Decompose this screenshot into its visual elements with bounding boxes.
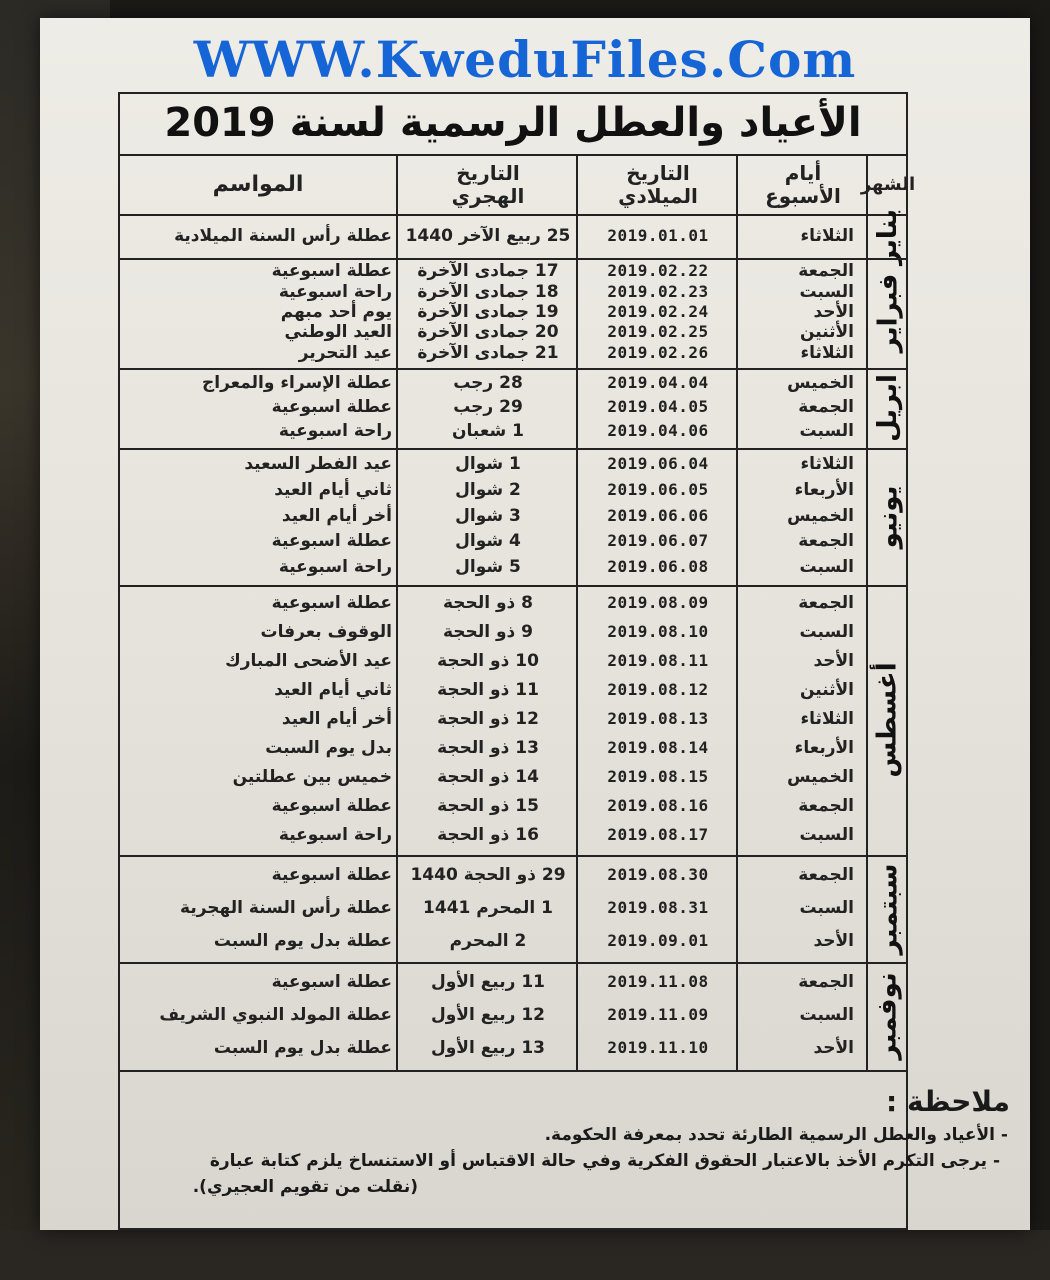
document-title: الأعياد والعطل الرسمية لسنة 2019 bbox=[118, 92, 908, 156]
weekday-cell: الأربعاء bbox=[794, 738, 854, 759]
gregorian-date-cell: 2019.06.06 bbox=[607, 505, 709, 525]
gregorian-date-cell: 2019.08.12 bbox=[607, 679, 709, 699]
weekday-cell: الجمعة bbox=[798, 971, 854, 992]
occasion-cell: عطلة بدل يوم السبت bbox=[213, 1038, 392, 1059]
weekday-cell: السبت bbox=[799, 421, 854, 441]
weekday-cell: الجمعة bbox=[798, 531, 854, 552]
month-label: سبتمبر bbox=[873, 862, 904, 955]
occasion-cell: بدل يوم السبت bbox=[265, 738, 392, 759]
occasion-cell: ثاني أيام العيد bbox=[274, 679, 392, 700]
hijri-date-cell: 20 جمادى الآخرة bbox=[417, 322, 559, 343]
weekday-cell: الجمعة bbox=[798, 864, 854, 885]
weekday-cell: الجمعة bbox=[798, 397, 854, 417]
occasion-cell: عطلة رأس السنة الميلادية bbox=[174, 226, 392, 246]
month-label: فبراير bbox=[873, 273, 904, 353]
gregorian-date-cell: 2019.08.17 bbox=[607, 825, 709, 845]
gregorian-date-cell: 2019.08.09 bbox=[607, 592, 709, 612]
occasion-cell: أخر أيام العيد bbox=[281, 505, 392, 526]
month-label: نوفمبر bbox=[873, 972, 903, 1060]
occasion-cell: راحة اسبوعية bbox=[278, 281, 392, 302]
hijri-date-cell: 8 ذو الحجة bbox=[443, 592, 533, 613]
weekday-cell: الخميس bbox=[787, 767, 854, 788]
occasion-cell: يوم أحد مبهم bbox=[280, 302, 392, 322]
gregorian-date-cell: 2019.08.15 bbox=[607, 767, 709, 787]
note-line: (نقلت من تقويم العجيري). bbox=[192, 1177, 418, 1197]
gregorian-date-cell: 2019.08.14 bbox=[607, 738, 709, 758]
hijri-date-cell: 21 جمادى الآخرة bbox=[417, 342, 559, 363]
gregorian-date-cell: 2019.02.23 bbox=[607, 281, 709, 301]
weekday-cell: الأربعاء bbox=[794, 479, 854, 500]
occasion-cell: العيد الوطني bbox=[284, 322, 392, 343]
hijri-date-cell: 16 ذو الحجة bbox=[437, 825, 539, 846]
gregorian-date-cell: 2019.02.22 bbox=[607, 261, 709, 281]
occasion-cell: عطلة رأس السنة الهجرية bbox=[180, 897, 392, 918]
gregorian-date-cell: 2019.11.09 bbox=[607, 1005, 709, 1024]
month-separator bbox=[118, 1070, 908, 1072]
notes-title: ملاحظة : bbox=[886, 1085, 1010, 1118]
gregorian-date-cell: 2019.11.08 bbox=[607, 971, 709, 991]
header-occasion: المواسم bbox=[212, 172, 304, 198]
weekday-cell: الثلاثاء bbox=[800, 226, 854, 246]
weekday-cell: السبت bbox=[799, 621, 854, 642]
note-line: - يرجى التكرم الأخذ بالاعتبار الحقوق الفكرية وفي حالة الاقتباس أو الاستنساخ يلزم كتابة عبارة bbox=[209, 1151, 1000, 1171]
occasion-cell: عطلة اسبوعية bbox=[271, 971, 392, 992]
weekday-cell: السبت bbox=[799, 281, 854, 302]
occasion-cell: عيد الأضحى المبارك bbox=[225, 650, 392, 671]
occasion-cell: راحة اسبوعية bbox=[278, 421, 392, 441]
hijri-date-cell: 13 ربيع الأول bbox=[430, 1038, 546, 1059]
occasion-cell: راحة اسبوعية bbox=[278, 557, 392, 578]
header-weekday: أيام الأسبوع bbox=[765, 161, 841, 208]
weekday-cell: الجمعة bbox=[798, 261, 854, 282]
hijri-date-cell: 4 شوال bbox=[455, 531, 521, 552]
hijri-date-cell: 25 ربيع الآخر 1440 bbox=[405, 226, 571, 246]
header-gregorian: التاريخ الميلادي bbox=[618, 161, 698, 208]
watermark-text: WWW.KweduFiles.Com bbox=[193, 30, 857, 89]
weekday-cell: الثلاثاء bbox=[800, 453, 854, 474]
gregorian-date-cell: 2019.04.05 bbox=[607, 397, 709, 416]
month-separator bbox=[118, 258, 908, 260]
occasion-cell: عيد الفطر السعيد bbox=[244, 453, 392, 474]
gregorian-date-cell: 2019.01.01 bbox=[607, 226, 709, 245]
hijri-date-cell: 3 شوال bbox=[455, 505, 521, 526]
weekday-cell: السبت bbox=[799, 825, 854, 846]
hijri-date-cell: 17 جمادى الآخرة bbox=[417, 261, 559, 282]
gregorian-date-cell: 2019.06.07 bbox=[607, 531, 709, 551]
occasion-cell: عطلة اسبوعية bbox=[271, 796, 392, 817]
hijri-date-cell: 28 رجب bbox=[453, 373, 523, 393]
occasion-cell: عطلة اسبوعية bbox=[271, 397, 392, 417]
occasion-cell: الوقوف بعرفات bbox=[260, 621, 392, 642]
header-month: الشهر bbox=[860, 173, 916, 195]
gregorian-date-cell: 2019.09.01 bbox=[607, 930, 709, 950]
weekday-cell: الخميس bbox=[787, 505, 854, 526]
weekday-cell: الجمعة bbox=[798, 592, 854, 613]
weekday-cell: الأحد bbox=[813, 650, 854, 671]
month-label: يناير bbox=[873, 208, 904, 266]
occasion-cell: عطلة الإسراء والمعراج bbox=[202, 373, 392, 393]
hijri-date-cell: 9 ذو الحجة bbox=[443, 621, 533, 642]
table-header-row bbox=[118, 156, 916, 216]
hijri-date-cell: 18 جمادى الآخرة bbox=[417, 281, 559, 302]
gregorian-date-cell: 2019.08.30 bbox=[607, 864, 709, 884]
gregorian-date-cell: 2019.06.05 bbox=[607, 479, 709, 499]
note-line: - الأعياد والعطل الرسمية الطارئة تحدد بمعرفة الحكومة. bbox=[544, 1125, 1008, 1145]
hijri-date-cell: 12 ربيع الأول bbox=[430, 1005, 546, 1025]
hijri-date-cell: 1 شوال bbox=[455, 453, 521, 474]
occasion-cell: خميس بين عطلتين bbox=[232, 767, 392, 788]
weekday-cell: الخميس bbox=[787, 373, 854, 393]
gregorian-date-cell: 2019.08.13 bbox=[607, 709, 709, 728]
month-label: أغسطس bbox=[873, 662, 903, 778]
gregorian-date-cell: 2019.08.10 bbox=[607, 621, 709, 641]
month-separator bbox=[118, 962, 908, 964]
hijri-date-cell: 29 ذو الحجة 1440 bbox=[410, 864, 566, 885]
gregorian-date-cell: 2019.04.04 bbox=[607, 373, 709, 392]
weekday-cell: الثلاثاء bbox=[800, 709, 854, 729]
hijri-date-cell: 2 المحرم bbox=[449, 930, 527, 951]
month-separator bbox=[118, 368, 908, 370]
occasion-cell: عطلة اسبوعية bbox=[271, 864, 392, 885]
weekday-cell: الأثنين bbox=[799, 679, 854, 700]
gregorian-date-cell: 2019.06.08 bbox=[607, 557, 709, 577]
occasion-cell: عطلة المولد النبوي الشريف bbox=[159, 1005, 392, 1025]
hijri-date-cell: 1 المحرم 1441 bbox=[423, 897, 553, 918]
hijri-date-cell: 10 ذو الحجة bbox=[437, 650, 539, 671]
hijri-date-cell: 2 شوال bbox=[455, 479, 521, 500]
occasion-cell: أخر أيام العيد bbox=[281, 709, 392, 729]
hijri-date-cell: 11 ربيع الأول bbox=[430, 971, 546, 992]
hijri-date-cell: 13 ذو الحجة bbox=[437, 738, 539, 759]
weekday-cell: الأحد bbox=[813, 1038, 854, 1059]
gregorian-date-cell: 2019.02.26 bbox=[607, 342, 709, 362]
gregorian-date-cell: 2019.02.24 bbox=[607, 302, 709, 321]
occasion-cell: ثاني أيام العيد bbox=[274, 479, 392, 500]
hijri-date-cell: 14 ذو الحجة bbox=[437, 767, 539, 788]
gregorian-date-cell: 2019.02.25 bbox=[607, 322, 709, 342]
gregorian-date-cell: 2019.11.10 bbox=[607, 1038, 709, 1058]
month-separator bbox=[118, 585, 908, 587]
occasion-cell: عطلة اسبوعية bbox=[271, 531, 392, 552]
occasion-cell: عطلة اسبوعية bbox=[271, 592, 392, 613]
hijri-date-cell: 5 شوال bbox=[455, 557, 521, 578]
month-separator bbox=[118, 855, 908, 857]
gregorian-date-cell: 2019.08.31 bbox=[607, 897, 709, 917]
occasion-cell: عيد التحرير bbox=[298, 342, 392, 363]
weekday-cell: الثلاثاء bbox=[800, 342, 854, 363]
weekday-cell: الجمعة bbox=[798, 796, 854, 817]
hijri-date-cell: 12 ذو الحجة bbox=[437, 709, 539, 729]
weekday-cell: الأحد bbox=[813, 930, 854, 951]
hijri-date-cell: 11 ذو الحجة bbox=[437, 679, 539, 700]
gregorian-date-cell: 2019.04.06 bbox=[607, 421, 709, 440]
occasion-cell: عطلة اسبوعية bbox=[271, 261, 392, 282]
background-bottom bbox=[0, 1230, 1050, 1280]
occasion-cell: راحة اسبوعية bbox=[278, 825, 392, 846]
hijri-date-cell: 1 شعبان bbox=[452, 421, 524, 441]
header-hijri: التاريخ الهجري bbox=[451, 161, 525, 208]
weekday-cell: الأحد bbox=[813, 302, 854, 322]
weekday-cell: السبت bbox=[799, 897, 854, 918]
month-label: يونيو bbox=[873, 485, 903, 548]
hijri-date-cell: 19 جمادى الآخرة bbox=[417, 302, 559, 322]
weekday-cell: السبت bbox=[799, 557, 854, 578]
gregorian-date-cell: 2019.08.16 bbox=[607, 796, 709, 816]
month-label: ابريل bbox=[873, 374, 904, 442]
hijri-date-cell: 15 ذو الحجة bbox=[437, 796, 539, 817]
month-separator bbox=[118, 448, 908, 450]
gregorian-date-cell: 2019.08.11 bbox=[607, 650, 709, 670]
hijri-date-cell: 29 رجب bbox=[453, 397, 523, 417]
weekday-cell: السبت bbox=[799, 1005, 854, 1025]
occasion-cell: عطلة بدل يوم السبت bbox=[213, 930, 392, 951]
gregorian-date-cell: 2019.06.04 bbox=[607, 453, 709, 473]
weekday-cell: الأثنين bbox=[799, 322, 854, 343]
